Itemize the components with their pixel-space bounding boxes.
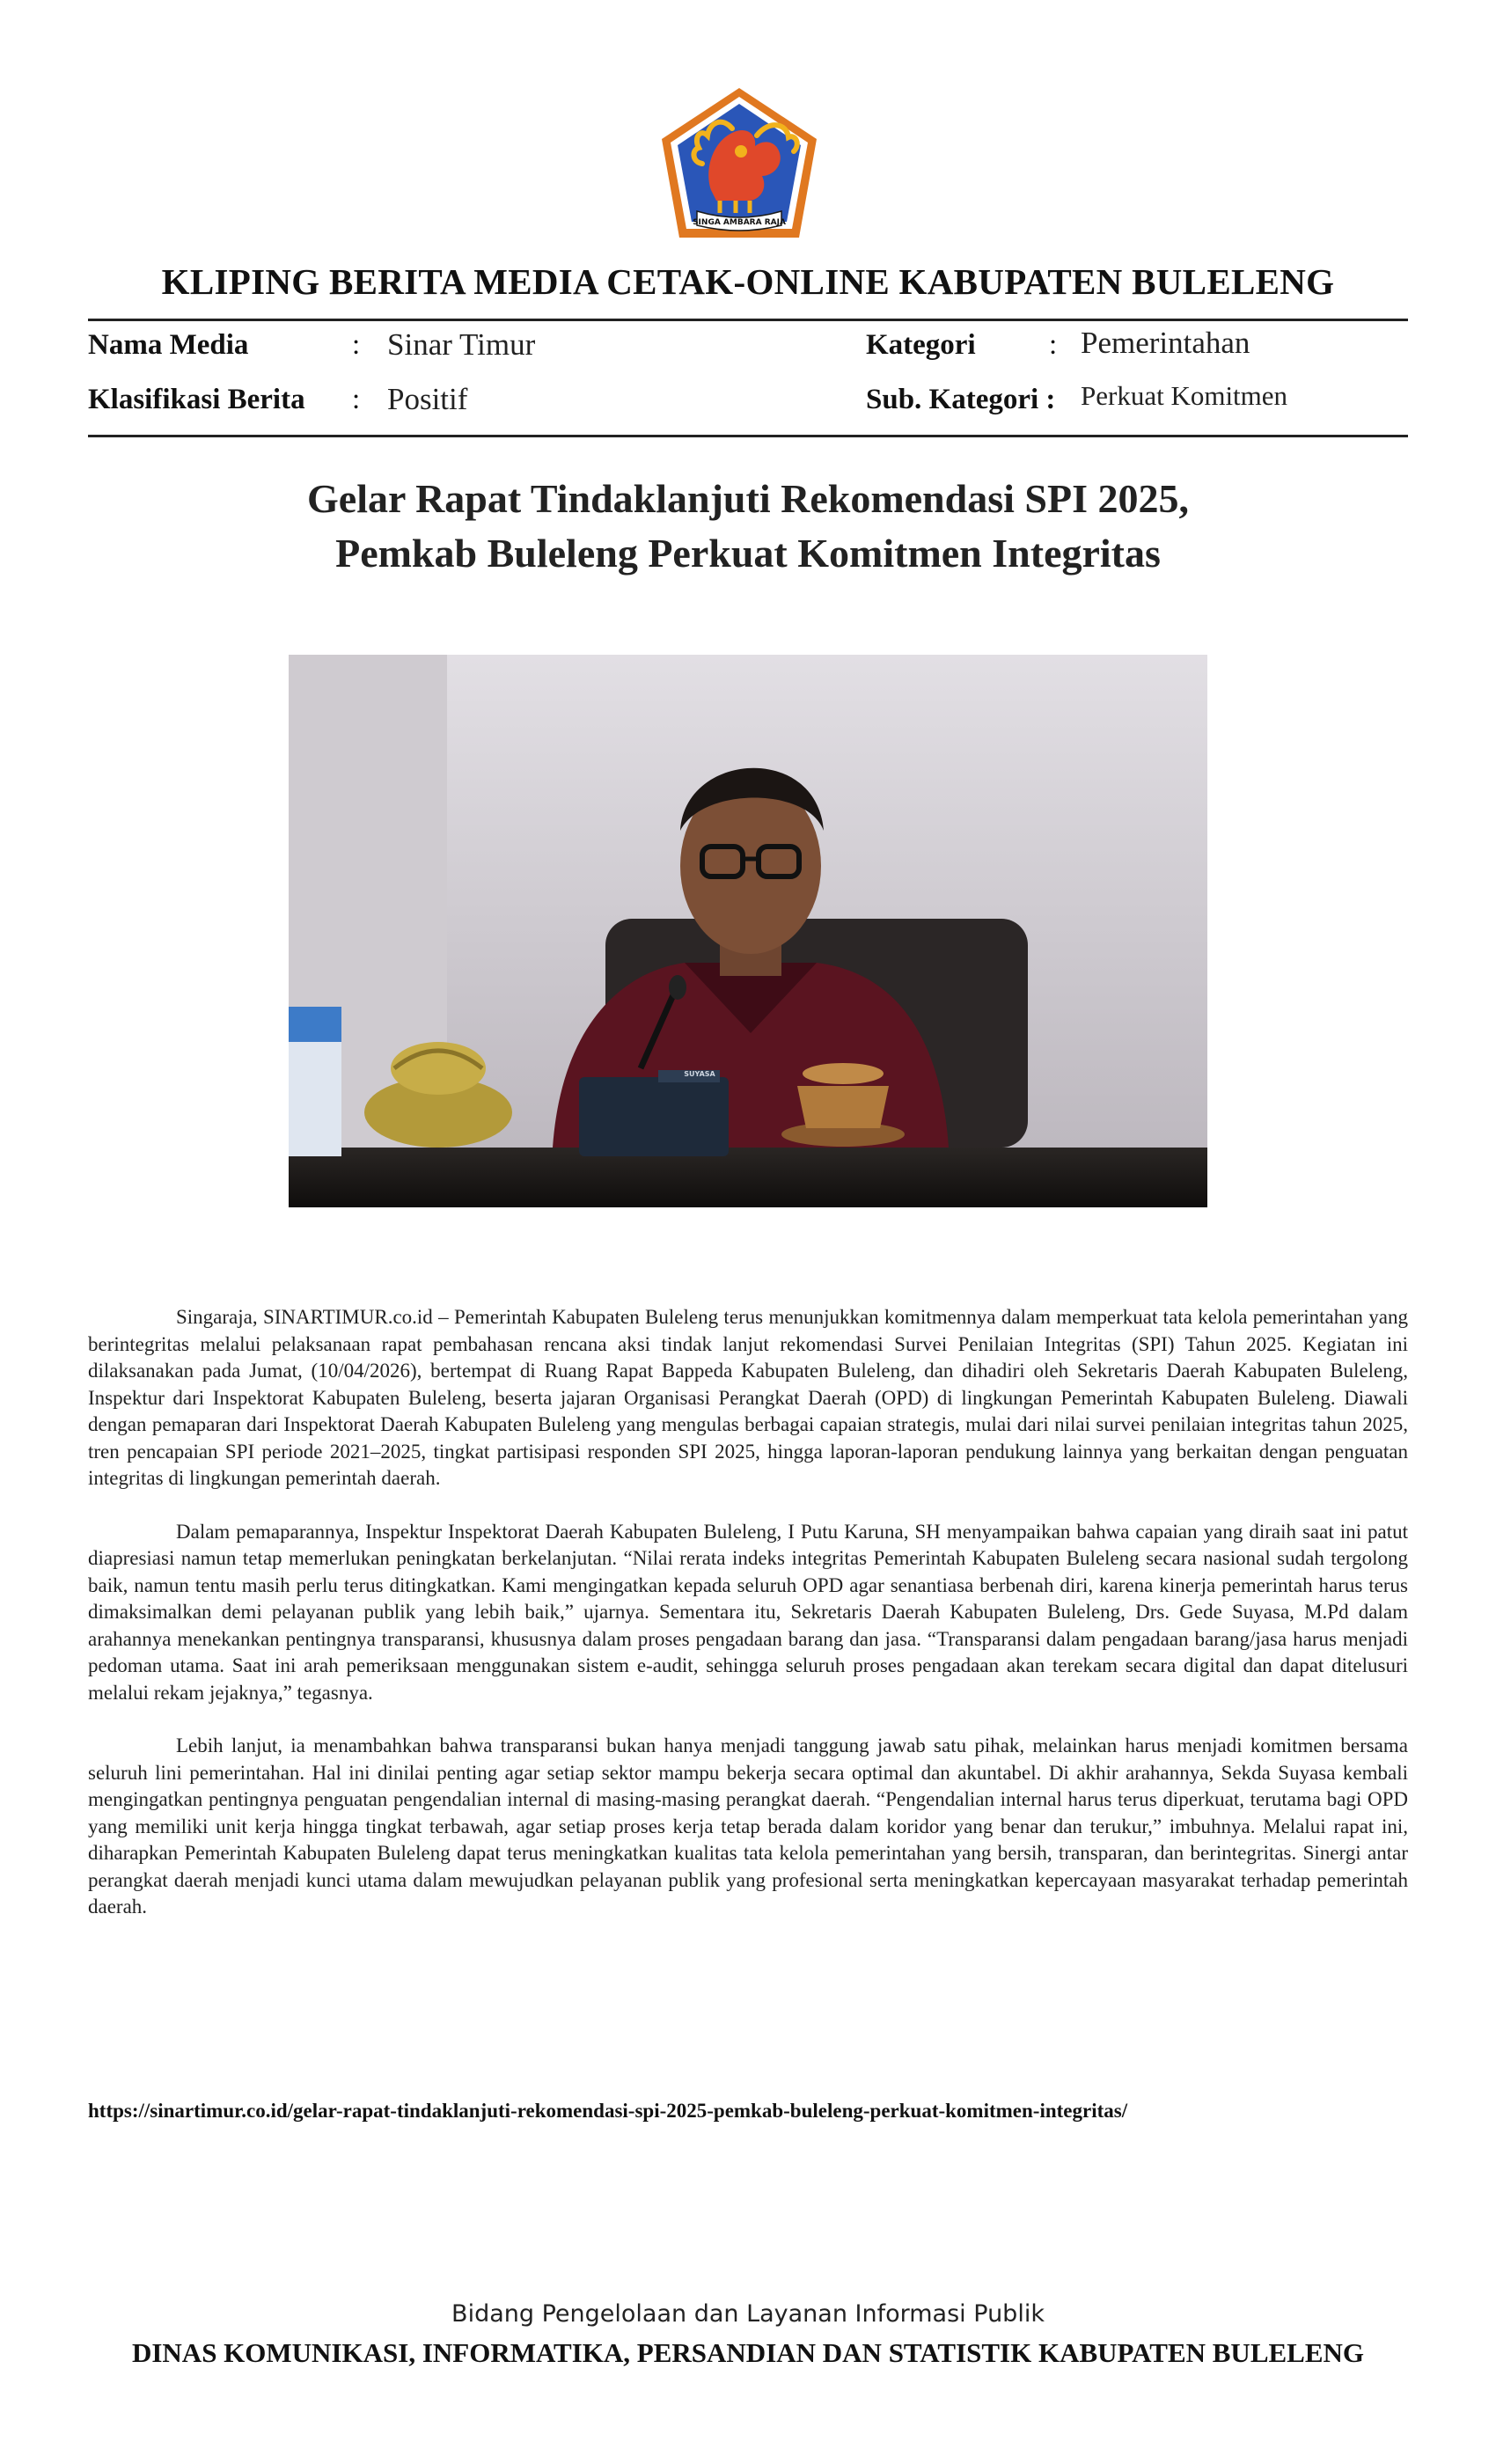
article-body <box>88 1304 1408 1947</box>
footer-agency: DINAS KOMUNIKASI, INFORMATIKA, PERSANDIAN DAN STATISTIK KABUPATEN BULELENG <box>131 2337 1365 2368</box>
article-paragraph: Lebih lanjut, ia menambahkan bahwa transparansi bukan hanya menjadi tanggung jawab satu pihak, melainkan harus menjadi komitmen bersama seluruh lini pemerintahan. Hal ini dinilai penting agar setiap sektor mampu bekerja secara optimal dan akuntabel. Di akhir arahannya, Sekda Suyasa kembali mengingatkan pentingnya penguatan pengendalian internal di masing-masing perangkat daerah. “Pengendalian internal harus terus diperkuat, terutama bagi OPD yang memiliki unit kerja hingga tingkat terbawah, agar setiap proses kerja tetap berada dalam koridor yang benar dan terukur,” imbuhnya. Melalui rapat ini, diharapkan Pemerintah Kabupaten Buleleng dapat terus meningkatkan kualitas tata kelola pemerintahan yang bersih, transparan, dan berintegritas. Sinergi antar perangkat daerah menjadi kunci utama dalam mewujudkan pelayanan publik yang profesional serta meningkatkan kepercayaan masyarakat terhadap pemerintah daerah. <box>88 1734 1408 1918</box>
headline-line-1: Gelar Rapat Tindaklanjuti Rekomendasi SPI 2025, <box>307 476 1189 521</box>
top-divider <box>88 319 1408 321</box>
article-photo <box>289 655 1207 1207</box>
footer-unit: Bidang Pengelolaan dan Layanan Informasi Publik <box>451 2300 1045 2328</box>
media-colon: : <box>352 329 361 361</box>
media-value: Sinar Timur <box>387 327 536 362</box>
document-title: KLIPING BERITA MEDIA CETAK-ONLINE KABUPATEN BULELENG <box>161 261 1335 302</box>
klasifikasi-colon: : <box>352 384 361 415</box>
kategori-label: Kategori <box>866 329 976 361</box>
logo-motto: SINGA AMBARA RAJA <box>693 218 786 227</box>
subkategori-value: Perkuat Komitmen <box>1081 380 1288 411</box>
klasifikasi-value: Positif <box>387 382 468 416</box>
article-paragraph: Dalam pemaparannya, Inspektur Inspektorat Daerah Kabupaten Buleleng, I Putu Karuna, SH menyampaikan bahwa capaian yang diraih saat ini patut diapresiasi namun tetap memerlukan peningkatan berkelanjutan. “Nilai rerata indeks integritas Pemerintah Kabupaten Buleleng secara nasional sudah tergolong baik, namun tentu masih perlu terus ditingkatkan. Kami mengingatkan kepada seluruh OPD agar senantiasa berbenah diri, karena kinerja pemerintah harus terus dimaksimalkan demi pelayanan publik yang lebih baik,” ujarnya. Sementara itu, Sekretaris Daerah Kabupaten Buleleng, Drs. Gede Suyasa, M.Pd dalam arahannya menekankan pentingnya transparansi, khususnya dalam proses pengadaan barang dan jasa. “Transparansi dalam pengadaan barang/jasa harus menjadi pedoman utama. Saat ini arah pemeriksaan menggunakan sistem e-audit, sehingga seluruh proses pengadaan akan terekam secara digital dan dapat ditelusuri melalui rekam jejaknya,” tegasnya. <box>88 1520 1408 1704</box>
klasifikasi-label: Klasifikasi Berita <box>88 384 305 415</box>
subkategori-label: Sub. Kategori : <box>866 384 1056 415</box>
media-label: Nama Media <box>88 329 249 361</box>
article-headline <box>0 472 1496 581</box>
headline-line-2: Pemkab Buleleng Perkuat Komitmen Integritas <box>335 531 1161 576</box>
article-paragraph: Singaraja, SINARTIMUR.co.id – Pemerintah Kabupaten Buleleng terus menunjukkan komitmennya dalam memperkuat tata kelola pemerintahan yang berintegritas melalui pelaksanaan rapat pembahasan rencana aksi tindak lanjut rekomendasi Survei Penilaian Integritas (SPI) Tahun 2025. Kegiatan ini dilaksanakan pada Jumat, (10/04/2026), bertempat di Ruang Rapat Bappeda Kabupaten Buleleng, dan dihadiri oleh Sekretaris Daerah Kabupaten Buleleng, Inspektur dari Inspektorat Kabupaten Buleleng, beserta jajaran Organisasi Perangkat Daerah (OPD) di lingkungan Pemerintah Kabupaten Buleleng. Diawali dengan pemaparan dari Inspektorat Daerah Kabupaten Buleleng yang mengulas berbagai capaian strategis, mulai dari nilai survei penilaian integritas tahun 2025, tren pencapaian SPI periode 2021–2025, tingkat partisipasi responden SPI 2025, hingga laporan-laporan pendukung lainnya yang berkaitan dengan penguatan integritas di lingkungan pemerintah daerah. <box>88 1306 1408 1489</box>
kategori-value: Pemerintahan <box>1081 326 1250 360</box>
source-url-link[interactable]: https://sinartimur.co.id/gelar-rapat-tindaklanjuti-rekomendasi-spi-2025-pemkab-buleleng-perkuat-komitmen-integritas/ <box>88 2100 1128 2122</box>
bottom-divider <box>88 435 1408 437</box>
kategori-colon: : <box>1049 329 1058 361</box>
photo-nameplate: SUYASA <box>684 1070 715 1078</box>
